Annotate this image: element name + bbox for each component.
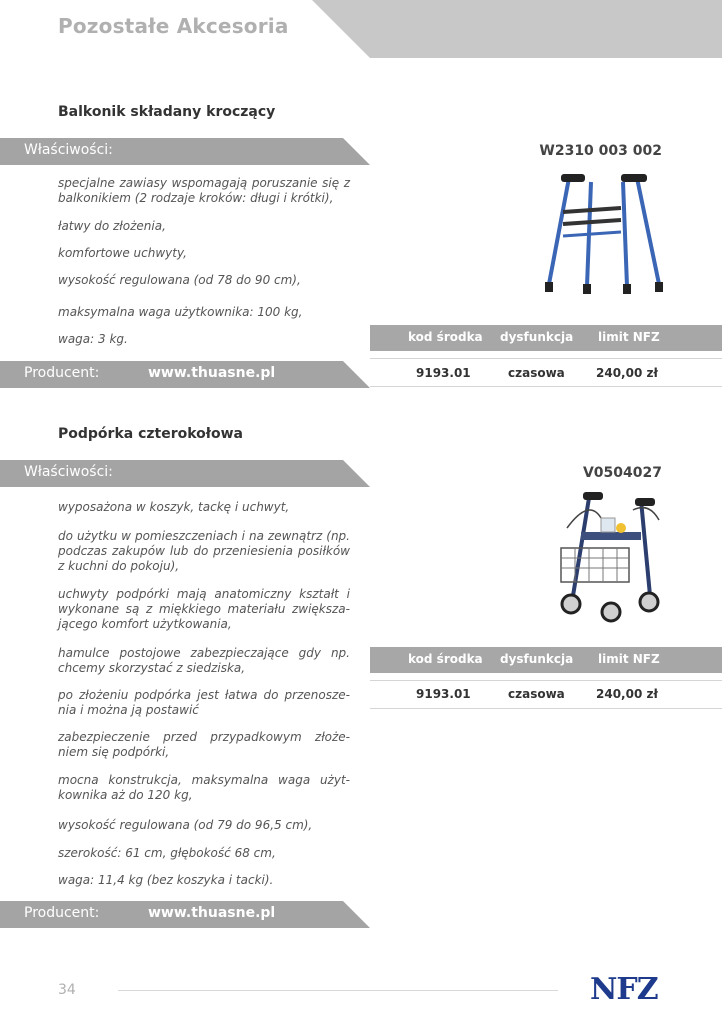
properties-label: Właściwości: bbox=[24, 464, 113, 480]
producer-link[interactable]: www.thuasne.pl bbox=[148, 905, 276, 921]
feature-item: waga: 11,4 kg (bez koszyka i tacki). bbox=[58, 873, 274, 887]
feature-item: po złożeniu podpórka jest łatwa do przenosze-nia i można ją postawić bbox=[58, 688, 350, 717]
footer-divider bbox=[118, 990, 558, 991]
nfz-logo: NFZ bbox=[590, 972, 658, 1007]
walker-frame-image bbox=[541, 166, 681, 304]
table-cell: 9193.01 bbox=[416, 366, 471, 380]
table-cell: czasowa bbox=[508, 687, 565, 701]
properties-label: Właściwości: bbox=[24, 142, 113, 158]
product-title: Balkonik składany kroczący bbox=[58, 104, 276, 120]
table-cell: 240,00 zł bbox=[596, 366, 658, 380]
column-header: limit NFZ bbox=[598, 652, 660, 666]
page-title: Pozostałe Akcesoria bbox=[58, 14, 289, 38]
feature-item: zabezpieczenie przed przypadkowym złoże-niem się podpórki, bbox=[58, 730, 350, 759]
feature-item: komfortowe uchwyty, bbox=[58, 246, 187, 260]
product-title: Podpórka czterokołowa bbox=[58, 426, 243, 442]
feature-item: do użytku w pomieszczeniach i na zewnątrz (np. podczas zakupów lub do przeniesienia posiłków z kuchni do pokoju), bbox=[58, 529, 350, 573]
column-header: kod środka bbox=[408, 652, 483, 666]
producer-label: Producent: bbox=[24, 365, 100, 381]
table-row bbox=[370, 687, 722, 705]
column-header: dysfunkcja bbox=[500, 652, 574, 666]
feature-item: łatwy do złożenia, bbox=[58, 219, 166, 233]
producer-link[interactable]: www.thuasne.pl bbox=[148, 365, 276, 381]
table-cell: 9193.01 bbox=[416, 687, 471, 701]
table-cell: czasowa bbox=[508, 366, 565, 380]
table-header bbox=[370, 647, 722, 673]
divider bbox=[370, 708, 722, 709]
table-cell: 240,00 zł bbox=[596, 687, 658, 701]
column-header: limit NFZ bbox=[598, 330, 660, 344]
feature-item: wyposażona w koszyk, tackę i uchwyt, bbox=[58, 500, 290, 514]
producer-label: Producent: bbox=[24, 905, 100, 921]
feature-item: maksymalna waga użytkownika: 100 kg, bbox=[58, 305, 303, 319]
column-header: dysfunkcja bbox=[500, 330, 574, 344]
feature-item: uchwyty podpórki mają anatomiczny kształt i wykonane są z miękkiego materiału zwiększa-jącego komfort użytkowania, bbox=[58, 587, 350, 631]
column-header: kod środka bbox=[408, 330, 483, 344]
divider bbox=[370, 386, 722, 387]
feature-item: specjalne zawiasy wspomagają poruszanie się z balkonikiem (2 rodzaje kroków: długi i krótki), bbox=[58, 176, 350, 205]
table-row bbox=[370, 366, 722, 384]
feature-item: mocna konstrukcja, maksymalna waga użyt-kownika aż do 120 kg, bbox=[58, 773, 350, 802]
page-number: 34 bbox=[58, 982, 76, 998]
product-code: V0504027 bbox=[582, 465, 662, 481]
product-code: W2310 003 002 bbox=[539, 143, 662, 159]
feature-item: szerokość: 61 cm, głębokość 68 cm, bbox=[58, 846, 276, 860]
divider bbox=[370, 358, 722, 359]
rollator-with-basket-image bbox=[541, 488, 681, 626]
feature-item: waga: 3 kg. bbox=[58, 332, 128, 346]
divider bbox=[370, 680, 722, 681]
feature-item: hamulce postojowe zabezpieczające gdy np. chcemy skorzystać z siedziska, bbox=[58, 646, 350, 675]
feature-item: wysokość regulowana (od 79 do 96,5 cm), bbox=[58, 818, 313, 832]
table-header bbox=[370, 325, 722, 351]
feature-item: wysokość regulowana (od 78 do 90 cm), bbox=[58, 273, 301, 287]
